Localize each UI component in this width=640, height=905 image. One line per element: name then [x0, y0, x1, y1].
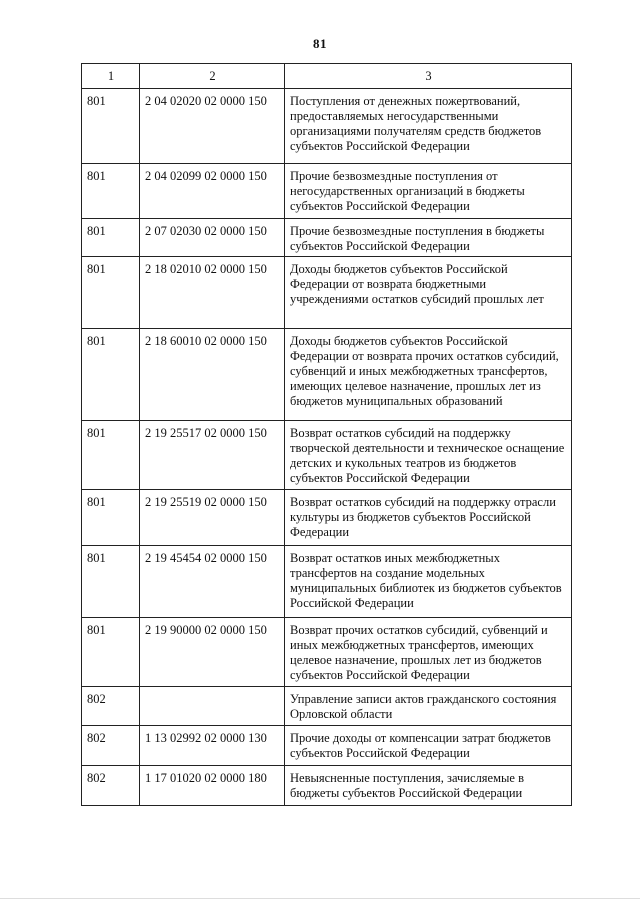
description-cell: Поступления от денежных пожертвований, предоставляемых негосударственными организациями получателям средств бюджетов субъектов Российской Федерации [285, 89, 572, 164]
budget-code-cell: 1 13 02992 02 0000 130 [140, 726, 285, 766]
description-cell: Прочие безвозмездные поступления в бюджеты субъектов Российской Федерации [285, 219, 572, 257]
budget-code-cell [140, 687, 285, 726]
table-row [82, 687, 572, 726]
table-row [82, 329, 572, 421]
table-row [82, 490, 572, 546]
column-header-1: 1 [82, 64, 140, 89]
description-cell: Прочие безвозмездные поступления от негосударственных организаций в бюджеты субъектов Российской Федерации [285, 164, 572, 219]
admin-code-cell: 802 [82, 687, 140, 726]
budget-revenue-table [81, 63, 572, 806]
budget-code-cell: 1 17 01020 02 0000 180 [140, 766, 285, 806]
table-row [82, 726, 572, 766]
table-row [82, 219, 572, 257]
description-cell: Возврат прочих остатков субсидий, субвенций и иных межбюджетных трансфертов, имеющих целевое назначение, прошлых лет из бюджетов субъектов Российской Федерации [285, 618, 572, 687]
table-row [82, 766, 572, 806]
admin-code-cell: 801 [82, 329, 140, 421]
table-row [82, 89, 572, 164]
admin-code-cell: 801 [82, 164, 140, 219]
budget-code-cell: 2 19 25519 02 0000 150 [140, 490, 285, 546]
description-cell: Возврат остатков субсидий на поддержку отрасли культуры из бюджетов субъектов Российской Федерации [285, 490, 572, 546]
admin-code-cell: 801 [82, 219, 140, 257]
admin-code-cell: 801 [82, 546, 140, 618]
table-row [82, 618, 572, 687]
column-header-3: 3 [285, 64, 572, 89]
table-row [82, 546, 572, 618]
budget-code-cell: 2 04 02020 02 0000 150 [140, 89, 285, 164]
budget-code-cell: 2 04 02099 02 0000 150 [140, 164, 285, 219]
budget-code-cell: 2 19 45454 02 0000 150 [140, 546, 285, 618]
budget-code-cell: 2 19 25517 02 0000 150 [140, 421, 285, 490]
budget-code-cell: 2 18 60010 02 0000 150 [140, 329, 285, 421]
budget-code-cell: 2 19 90000 02 0000 150 [140, 618, 285, 687]
budget-code-cell: 2 18 02010 02 0000 150 [140, 257, 285, 329]
description-cell: Возврат остатков иных межбюджетных трансфертов на создание модельных муниципальных библиотек из бюджетов субъектов Российской Федерации [285, 546, 572, 618]
page-bottom-edge [0, 898, 640, 899]
page-number: 81 [313, 36, 327, 51]
admin-code-cell: 801 [82, 490, 140, 546]
admin-code-cell: 801 [82, 257, 140, 329]
admin-code-cell: 801 [82, 421, 140, 490]
description-cell: Управление записи актов гражданского состояния Орловской области [285, 687, 572, 726]
description-cell: Прочие доходы от компенсации затрат бюджетов субъектов Российской Федерации [285, 726, 572, 766]
table-row [82, 421, 572, 490]
admin-code-cell: 802 [82, 766, 140, 806]
column-header-2: 2 [140, 64, 285, 89]
table-row [82, 257, 572, 329]
description-cell: Доходы бюджетов субъектов Российской Федерации от возврата бюджетными учреждениями остатков субсидий прошлых лет [285, 257, 572, 329]
table-row [82, 164, 572, 219]
table-header-row [82, 64, 572, 89]
description-cell: Доходы бюджетов субъектов Российской Федерации от возврата прочих остатков субсидий, субвенций и иных межбюджетных трансфертов, имеющих целевое назначение, прошлых лет из бюджетов муниципальных образований [285, 329, 572, 421]
budget-code-cell: 2 07 02030 02 0000 150 [140, 219, 285, 257]
description-cell: Возврат остатков субсидий на поддержку творческой деятельности и техническое оснащение детских и кукольных театров из бюджетов субъектов Российской Федерации [285, 421, 572, 490]
admin-code-cell: 802 [82, 726, 140, 766]
description-cell: Невыясненные поступления, зачисляемые в бюджеты субъектов Российской Федерации [285, 766, 572, 806]
admin-code-cell: 801 [82, 618, 140, 687]
admin-code-cell: 801 [82, 89, 140, 164]
